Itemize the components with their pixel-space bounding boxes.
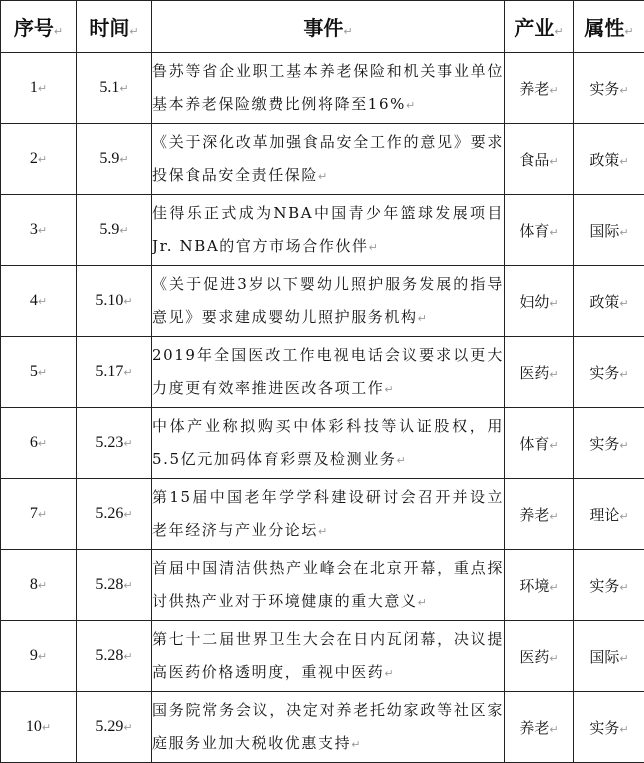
cell-industry xyxy=(505,266,574,337)
cell-event-text: 国务院常务会议，决定对养老托幼家政等社区家庭服务业加大税收优惠支持 xyxy=(152,701,504,752)
cell-attribute xyxy=(574,550,644,621)
cell-event-text: 《关于深化改革加强食品安全工作的意见》要求投保食品安全责任保险 xyxy=(152,133,504,184)
paragraph-mark-icon: ↵ xyxy=(549,297,558,310)
cell-date xyxy=(77,337,152,408)
paragraph-mark-icon: ↵ xyxy=(396,454,405,467)
paragraph-mark-icon: ↵ xyxy=(619,368,628,381)
cell-attribute-text: 政策 xyxy=(589,293,619,311)
cell-industry-text: 食品 xyxy=(519,151,549,169)
table-row xyxy=(1,550,644,621)
cell-attribute-text: 国际 xyxy=(589,222,619,240)
cell-attribute xyxy=(574,266,644,337)
table-row xyxy=(1,337,644,408)
cell-industry xyxy=(505,408,574,479)
cell-attribute-text: 实务 xyxy=(589,577,619,595)
paragraph-mark-icon: ↵ xyxy=(38,153,47,166)
cell-num xyxy=(1,124,77,195)
cell-num-text: 8 xyxy=(30,576,38,593)
paragraph-mark-icon: ↵ xyxy=(384,383,393,396)
paragraph-mark-icon: ↵ xyxy=(123,366,132,379)
cell-num-text: 9 xyxy=(30,647,38,664)
paragraph-mark-icon: ↵ xyxy=(42,721,51,734)
paragraph-mark-icon: ↵ xyxy=(129,25,138,38)
paragraph-mark-icon: ↵ xyxy=(619,510,628,523)
paragraph-mark-icon: ↵ xyxy=(619,723,628,736)
cell-attribute xyxy=(574,479,644,550)
cell-date-text: 5.10 xyxy=(95,292,123,309)
cell-event-text: 《关于促进3岁以下婴幼儿照护服务发展的指导意见》要求建成婴幼儿照护服务机构 xyxy=(152,275,504,326)
cell-num xyxy=(1,479,77,550)
cell-event xyxy=(152,195,505,266)
cell-attribute xyxy=(574,53,644,124)
cell-num-text: 4 xyxy=(30,292,38,309)
cell-num-text: 7 xyxy=(30,505,38,522)
paragraph-mark-icon: ↵ xyxy=(123,508,132,521)
cell-num-text: 5 xyxy=(30,363,38,380)
paragraph-mark-icon: ↵ xyxy=(406,99,415,112)
cell-num xyxy=(1,53,77,124)
cell-attribute-text: 实务 xyxy=(589,364,619,382)
cell-num-text: 2 xyxy=(30,150,38,167)
cell-num-text: 3 xyxy=(30,221,38,238)
cell-event xyxy=(152,621,505,692)
cell-industry-text: 养老 xyxy=(519,80,549,98)
cell-date-text: 5.1 xyxy=(99,79,119,96)
paragraph-mark-icon: ↵ xyxy=(619,297,628,310)
cell-attribute-text: 实务 xyxy=(589,435,619,453)
table-row xyxy=(1,692,644,763)
cell-event xyxy=(152,692,505,763)
cell-date xyxy=(77,195,152,266)
cell-date-text: 5.17 xyxy=(95,363,123,380)
cell-num-text: 6 xyxy=(30,434,38,451)
cell-attribute xyxy=(574,124,644,195)
cell-attribute xyxy=(574,195,644,266)
cell-date-text: 5.23 xyxy=(95,434,123,451)
paragraph-mark-icon: ↵ xyxy=(318,170,327,183)
header-row xyxy=(1,1,644,53)
cell-date-text: 5.28 xyxy=(95,647,123,664)
paragraph-mark-icon: ↵ xyxy=(549,84,558,97)
cell-event-text: 中体产业称拟购买中体彩科技等认证股权，用5.5亿元加码体育彩票及检测业务 xyxy=(152,417,504,468)
paragraph-mark-icon: ↵ xyxy=(119,82,128,95)
paragraph-mark-icon: ↵ xyxy=(54,25,63,38)
paragraph-mark-icon: ↵ xyxy=(549,581,558,594)
cell-date xyxy=(77,53,152,124)
paragraph-mark-icon: ↵ xyxy=(38,295,47,308)
header-date: 时间↵ xyxy=(77,1,152,53)
cell-event xyxy=(152,266,505,337)
cell-event-text: 2019年全国医改工作电视电话会议要求以更大力度更有效率推进医改各项工作 xyxy=(152,346,504,397)
cell-industry-text: 医药 xyxy=(519,364,549,382)
cell-event-text: 第七十二届世界卫生大会在日内瓦闭幕，决议提高医药价格透明度，重视中医药 xyxy=(152,630,504,681)
cell-num xyxy=(1,408,77,479)
paragraph-mark-icon: ↵ xyxy=(549,723,558,736)
paragraph-mark-icon: ↵ xyxy=(318,525,327,538)
paragraph-mark-icon: ↵ xyxy=(549,510,558,523)
paragraph-mark-icon: ↵ xyxy=(38,224,47,237)
cell-event xyxy=(152,479,505,550)
paragraph-mark-icon: ↵ xyxy=(549,439,558,452)
cell-industry xyxy=(505,337,574,408)
cell-num xyxy=(1,692,77,763)
cell-event xyxy=(152,124,505,195)
cell-industry xyxy=(505,124,574,195)
cell-industry xyxy=(505,479,574,550)
cell-date-text: 5.9 xyxy=(99,150,119,167)
paragraph-mark-icon: ↵ xyxy=(369,241,378,254)
paragraph-mark-icon: ↵ xyxy=(123,295,132,308)
cell-date-text: 5.29 xyxy=(95,718,123,735)
cell-date xyxy=(77,124,152,195)
paragraph-mark-icon: ↵ xyxy=(38,650,47,663)
table-row xyxy=(1,479,644,550)
cell-event xyxy=(152,550,505,621)
cell-industry-text: 环境 xyxy=(519,577,549,595)
paragraph-mark-icon: ↵ xyxy=(123,579,132,592)
cell-attribute xyxy=(574,692,644,763)
paragraph-mark-icon: ↵ xyxy=(38,579,47,592)
cell-industry xyxy=(505,53,574,124)
paragraph-mark-icon: ↵ xyxy=(38,82,47,95)
paragraph-mark-icon: ↵ xyxy=(619,439,628,452)
paragraph-mark-icon: ↵ xyxy=(619,226,628,239)
paragraph-mark-icon: ↵ xyxy=(549,652,558,665)
paragraph-mark-icon: ↵ xyxy=(351,738,360,751)
paragraph-mark-icon: ↵ xyxy=(38,508,47,521)
cell-attribute xyxy=(574,337,644,408)
paragraph-mark-icon: ↵ xyxy=(38,366,47,379)
table-row xyxy=(1,266,644,337)
paragraph-mark-icon: ↵ xyxy=(119,153,128,166)
paragraph-mark-icon: ↵ xyxy=(123,650,132,663)
paragraph-mark-icon: ↵ xyxy=(624,25,633,38)
cell-num xyxy=(1,550,77,621)
cell-event-text: 第15届中国老年学学科建设研讨会召开并设立老年经济与产业分论坛 xyxy=(152,488,504,539)
paragraph-mark-icon: ↵ xyxy=(619,84,628,97)
cell-industry-text: 医药 xyxy=(519,648,549,666)
cell-event xyxy=(152,53,505,124)
paragraph-mark-icon: ↵ xyxy=(123,721,132,734)
paragraph-mark-icon: ↵ xyxy=(384,667,393,680)
cell-attribute-text: 实务 xyxy=(589,80,619,98)
cell-date xyxy=(77,479,152,550)
cell-date-text: 5.9 xyxy=(99,221,119,238)
cell-attribute xyxy=(574,408,644,479)
paragraph-mark-icon: ↵ xyxy=(343,25,352,38)
cell-industry-text: 体育 xyxy=(519,435,549,453)
cell-date xyxy=(77,550,152,621)
cell-attribute-text: 理论 xyxy=(589,506,619,524)
table-row xyxy=(1,195,644,266)
header-event: 事件↵ xyxy=(152,1,505,53)
cell-date-text: 5.28 xyxy=(95,576,123,593)
paragraph-mark-icon: ↵ xyxy=(619,652,628,665)
cell-attribute-text: 政策 xyxy=(589,151,619,169)
table-row xyxy=(1,124,644,195)
table-row xyxy=(1,621,644,692)
cell-num xyxy=(1,195,77,266)
cell-event xyxy=(152,408,505,479)
cell-date xyxy=(77,266,152,337)
paragraph-mark-icon: ↵ xyxy=(619,581,628,594)
cell-event-text: 首届中国清洁供热产业峰会在北京开幕，重点探讨供热产业对于环境健康的重大意义 xyxy=(152,559,504,610)
cell-date xyxy=(77,621,152,692)
cell-num xyxy=(1,621,77,692)
paragraph-mark-icon: ↵ xyxy=(418,596,427,609)
cell-industry-text: 养老 xyxy=(519,506,549,524)
cell-attribute xyxy=(574,621,644,692)
paragraph-mark-icon: ↵ xyxy=(549,368,558,381)
cell-industry-text: 养老 xyxy=(519,719,549,737)
table-row xyxy=(1,53,644,124)
cell-industry xyxy=(505,195,574,266)
header-industry: 产业↵ xyxy=(505,1,574,53)
cell-industry-text: 体育 xyxy=(519,222,549,240)
cell-industry-text: 妇幼 xyxy=(519,293,549,311)
cell-num xyxy=(1,337,77,408)
header-num: 序号↵ xyxy=(1,1,77,53)
cell-num-text: 1 xyxy=(30,79,38,96)
paragraph-mark-icon: ↵ xyxy=(123,437,132,450)
cell-event-text: 鲁苏等省企业职工基本养老保险和机关事业单位基本养老保险缴费比例将降至16% xyxy=(152,62,504,113)
paragraph-mark-icon: ↵ xyxy=(418,312,427,325)
cell-attribute-text: 实务 xyxy=(589,719,619,737)
cell-event-text: 佳得乐正式成为NBA中国青少年篮球发展项目Jr. NBA的官方市场合作伙伴 xyxy=(152,204,504,255)
cell-num-text: 10 xyxy=(26,718,42,735)
cell-date xyxy=(77,692,152,763)
paragraph-mark-icon: ↵ xyxy=(549,155,558,168)
cell-industry xyxy=(505,621,574,692)
cell-num xyxy=(1,266,77,337)
paragraph-mark-icon: ↵ xyxy=(554,25,563,38)
cell-event xyxy=(152,337,505,408)
cell-attribute-text: 国际 xyxy=(589,648,619,666)
paragraph-mark-icon: ↵ xyxy=(549,226,558,239)
paragraph-mark-icon: ↵ xyxy=(38,437,47,450)
cell-date xyxy=(77,408,152,479)
header-attribute: 属性↵ xyxy=(574,1,644,53)
cell-industry xyxy=(505,692,574,763)
cell-industry xyxy=(505,550,574,621)
paragraph-mark-icon: ↵ xyxy=(119,224,128,237)
table-row xyxy=(1,408,644,479)
cell-date-text: 5.26 xyxy=(95,505,123,522)
paragraph-mark-icon: ↵ xyxy=(619,155,628,168)
